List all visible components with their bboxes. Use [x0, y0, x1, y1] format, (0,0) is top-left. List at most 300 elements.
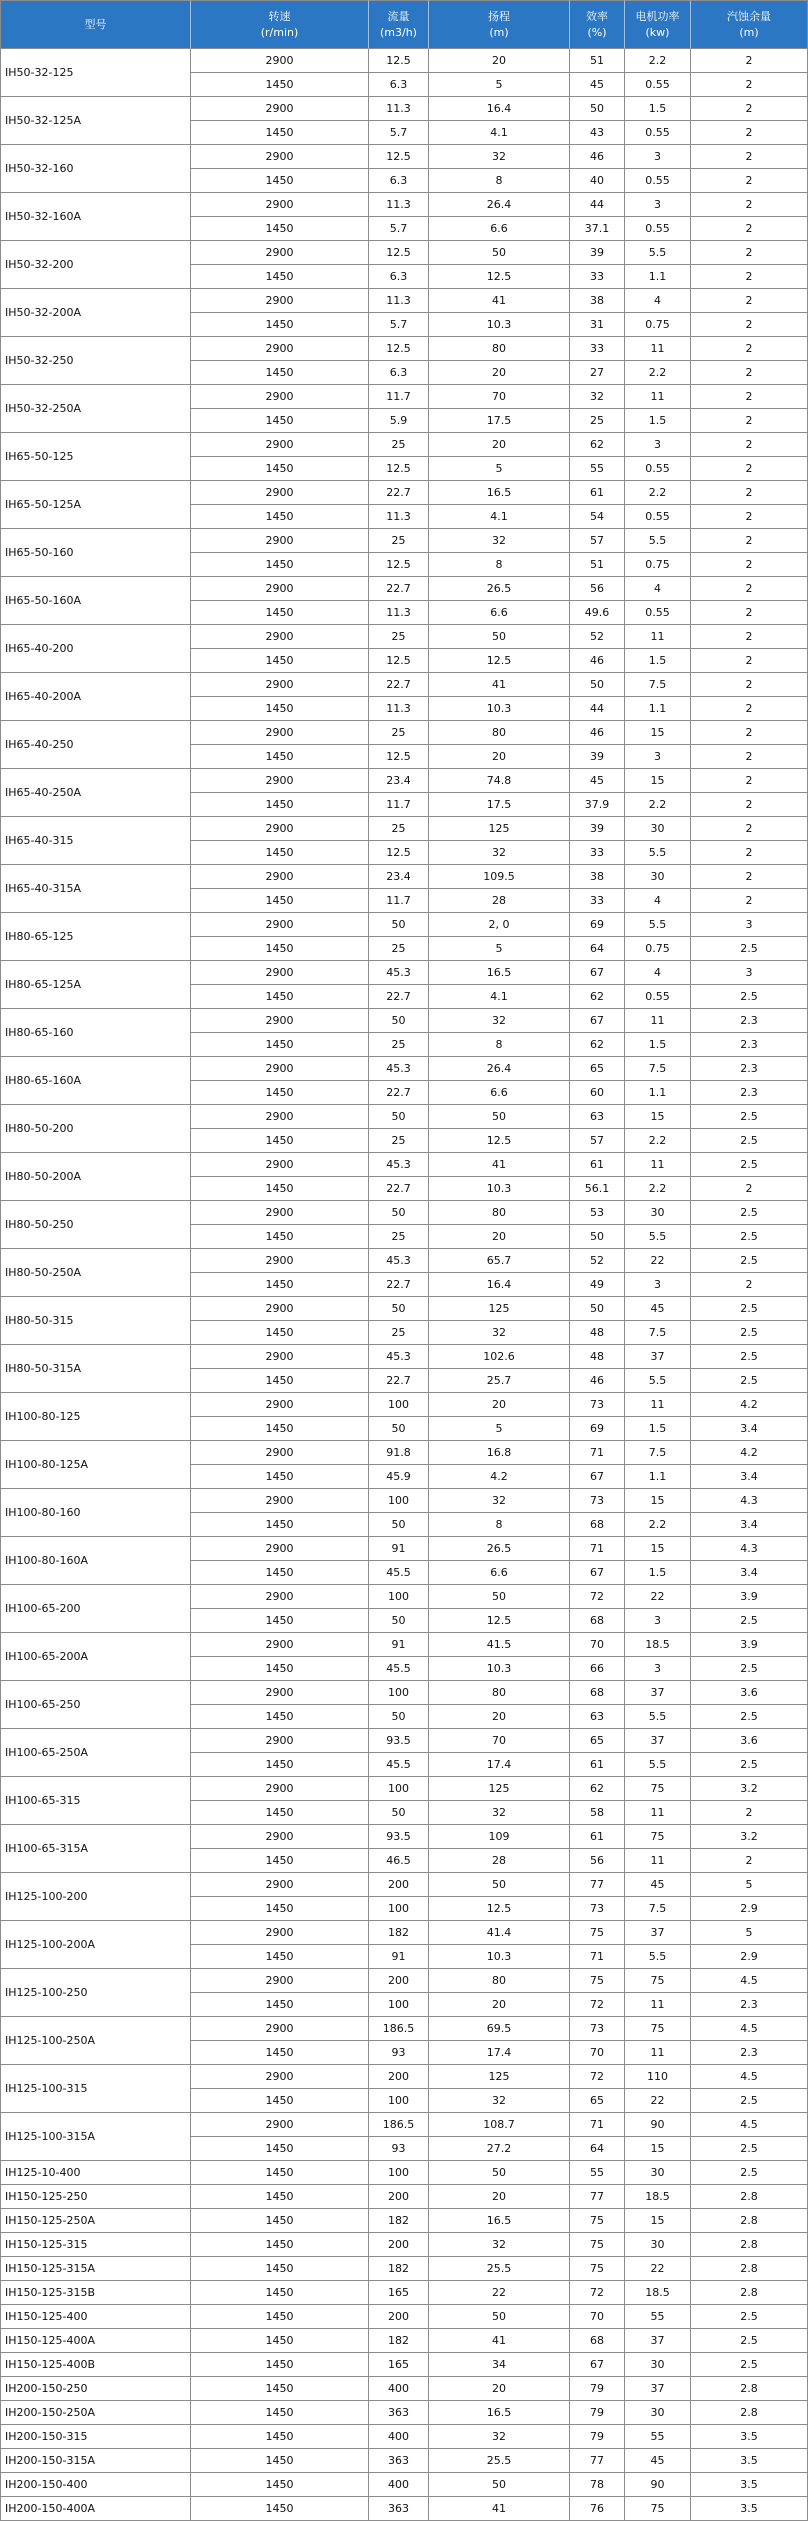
flow-cell: 400 — [369, 2425, 429, 2449]
efficiency-cell: 67 — [570, 1561, 625, 1585]
flow-cell: 100 — [369, 1585, 429, 1609]
flow-cell: 100 — [369, 1393, 429, 1417]
efficiency-cell: 70 — [570, 2041, 625, 2065]
power-cell: 37 — [625, 1921, 691, 1945]
efficiency-cell: 46 — [570, 721, 625, 745]
flow-cell: 12.5 — [369, 49, 429, 73]
npsh-cell: 4.5 — [691, 2113, 808, 2137]
head-cell: 16.4 — [429, 97, 570, 121]
efficiency-cell: 67 — [570, 961, 625, 985]
speed-cell: 1450 — [191, 169, 369, 193]
power-cell: 1.1 — [625, 1465, 691, 1489]
flow-cell: 200 — [369, 2233, 429, 2257]
power-cell: 2.2 — [625, 1513, 691, 1537]
efficiency-cell: 77 — [570, 2185, 625, 2209]
efficiency-cell: 62 — [570, 985, 625, 1009]
head-cell: 16.5 — [429, 2401, 570, 2425]
speed-cell: 1450 — [191, 553, 369, 577]
speed-cell: 1450 — [191, 2209, 369, 2233]
power-cell: 3 — [625, 145, 691, 169]
npsh-cell: 2 — [691, 1801, 808, 1825]
power-cell: 30 — [625, 865, 691, 889]
speed-cell: 1450 — [191, 2233, 369, 2257]
head-cell: 4.1 — [429, 505, 570, 529]
speed-cell: 1450 — [191, 697, 369, 721]
head-cell: 10.3 — [429, 1945, 570, 1969]
npsh-cell: 2 — [691, 385, 808, 409]
speed-cell: 1450 — [191, 1753, 369, 1777]
efficiency-cell: 65 — [570, 1729, 625, 1753]
npsh-cell: 2.8 — [691, 2209, 808, 2233]
speed-cell: 2900 — [191, 1633, 369, 1657]
flow-cell: 400 — [369, 2377, 429, 2401]
efficiency-cell: 71 — [570, 1441, 625, 1465]
speed-cell: 2900 — [191, 769, 369, 793]
head-cell: 50 — [429, 241, 570, 265]
flow-cell: 186.5 — [369, 2017, 429, 2041]
efficiency-cell: 46 — [570, 649, 625, 673]
power-cell: 5.5 — [625, 1369, 691, 1393]
head-cell: 6.6 — [429, 217, 570, 241]
speed-cell: 2900 — [191, 1345, 369, 1369]
power-cell: 11 — [625, 1393, 691, 1417]
power-cell: 5.5 — [625, 529, 691, 553]
efficiency-cell: 50 — [570, 97, 625, 121]
flow-cell: 45.3 — [369, 1057, 429, 1081]
model-cell: IH100-65-250 — [0, 1681, 191, 1729]
head-cell: 32 — [429, 1009, 570, 1033]
model-cell: IH65-40-250A — [0, 769, 191, 817]
efficiency-cell: 44 — [570, 697, 625, 721]
npsh-cell: 2 — [691, 1177, 808, 1201]
flow-cell: 45.5 — [369, 1657, 429, 1681]
npsh-cell: 2.3 — [691, 1081, 808, 1105]
power-cell: 18.5 — [625, 1633, 691, 1657]
speed-cell: 2900 — [191, 913, 369, 937]
efficiency-cell: 65 — [570, 2089, 625, 2113]
power-cell: 75 — [625, 1969, 691, 1993]
flow-cell: 6.3 — [369, 265, 429, 289]
npsh-cell: 2.5 — [691, 2161, 808, 2185]
power-cell: 0.75 — [625, 313, 691, 337]
head-cell: 74.8 — [429, 769, 570, 793]
power-cell: 1.1 — [625, 697, 691, 721]
head-cell: 5 — [429, 73, 570, 97]
speed-cell: 1450 — [191, 2425, 369, 2449]
power-cell: 0.55 — [625, 217, 691, 241]
npsh-cell: 3 — [691, 913, 808, 937]
npsh-cell: 5 — [691, 1921, 808, 1945]
npsh-cell: 2.3 — [691, 1009, 808, 1033]
head-cell: 20 — [429, 361, 570, 385]
speed-cell: 2900 — [191, 385, 369, 409]
head-cell: 109 — [429, 1825, 570, 1849]
npsh-cell: 2.5 — [691, 1753, 808, 1777]
speed-cell: 2900 — [191, 433, 369, 457]
speed-cell: 2900 — [191, 289, 369, 313]
npsh-cell: 2.9 — [691, 1945, 808, 1969]
model-cell: IH65-40-315 — [0, 817, 191, 865]
header-efficiency-label: 效率 — [586, 9, 608, 23]
efficiency-cell: 60 — [570, 1081, 625, 1105]
efficiency-cell: 61 — [570, 1753, 625, 1777]
head-cell: 125 — [429, 817, 570, 841]
flow-cell: 165 — [369, 2281, 429, 2305]
power-cell: 2.2 — [625, 361, 691, 385]
npsh-cell: 2 — [691, 1273, 808, 1297]
head-cell: 8 — [429, 1033, 570, 1057]
efficiency-cell: 49 — [570, 1273, 625, 1297]
efficiency-cell: 25 — [570, 409, 625, 433]
flow-cell: 45.3 — [369, 961, 429, 985]
head-cell: 6.6 — [429, 601, 570, 625]
npsh-cell: 2 — [691, 457, 808, 481]
power-cell: 45 — [625, 1297, 691, 1321]
head-cell: 20 — [429, 2185, 570, 2209]
model-cell: IH150-125-250A — [0, 2209, 191, 2233]
flow-cell: 200 — [369, 2305, 429, 2329]
head-cell: 109.5 — [429, 865, 570, 889]
model-cell: IH150-125-315A — [0, 2257, 191, 2281]
npsh-cell: 2 — [691, 697, 808, 721]
speed-cell: 2900 — [191, 1873, 369, 1897]
head-cell: 10.3 — [429, 1177, 570, 1201]
flow-cell: 22.7 — [369, 1369, 429, 1393]
efficiency-cell: 68 — [570, 1513, 625, 1537]
power-cell: 4 — [625, 577, 691, 601]
head-cell: 70 — [429, 385, 570, 409]
power-cell: 2.2 — [625, 481, 691, 505]
head-cell: 12.5 — [429, 1897, 570, 1921]
flow-cell: 91 — [369, 1945, 429, 1969]
header-speed — [191, 0, 369, 49]
npsh-cell: 2.5 — [691, 1345, 808, 1369]
power-cell: 7.5 — [625, 1321, 691, 1345]
speed-cell: 1450 — [191, 1801, 369, 1825]
npsh-cell: 4.2 — [691, 1441, 808, 1465]
power-cell: 3 — [625, 193, 691, 217]
head-cell: 17.5 — [429, 409, 570, 433]
npsh-cell: 2.5 — [691, 1249, 808, 1273]
efficiency-cell: 43 — [570, 121, 625, 145]
speed-cell: 2900 — [191, 817, 369, 841]
npsh-cell: 5 — [691, 1873, 808, 1897]
npsh-cell: 2.5 — [691, 1609, 808, 1633]
head-cell: 70 — [429, 1729, 570, 1753]
head-cell: 34 — [429, 2353, 570, 2377]
head-cell: 5 — [429, 937, 570, 961]
model-cell: IH100-65-250A — [0, 1729, 191, 1777]
efficiency-cell: 55 — [570, 457, 625, 481]
flow-cell: 25 — [369, 1033, 429, 1057]
npsh-cell: 2 — [691, 217, 808, 241]
speed-cell: 1450 — [191, 1993, 369, 2017]
flow-cell: 5.9 — [369, 409, 429, 433]
npsh-cell: 2.5 — [691, 1321, 808, 1345]
flow-cell: 45.9 — [369, 1465, 429, 1489]
power-cell: 15 — [625, 2209, 691, 2233]
model-cell: IH65-50-160 — [0, 529, 191, 577]
efficiency-cell: 39 — [570, 241, 625, 265]
efficiency-cell: 62 — [570, 1777, 625, 1801]
head-cell: 20 — [429, 49, 570, 73]
head-cell: 5 — [429, 1417, 570, 1441]
flow-cell: 45.3 — [369, 1345, 429, 1369]
model-cell: IH150-125-400B — [0, 2353, 191, 2377]
npsh-cell: 2.8 — [691, 2185, 808, 2209]
power-cell: 5.5 — [625, 1225, 691, 1249]
efficiency-cell: 51 — [570, 49, 625, 73]
head-cell: 50 — [429, 625, 570, 649]
head-cell: 80 — [429, 1969, 570, 1993]
power-cell: 2.2 — [625, 1177, 691, 1201]
model-cell: IH150-125-400A — [0, 2329, 191, 2353]
speed-cell: 2900 — [191, 1681, 369, 1705]
efficiency-cell: 69 — [570, 913, 625, 937]
efficiency-cell: 54 — [570, 505, 625, 529]
speed-cell: 1450 — [191, 1561, 369, 1585]
model-cell: IH100-65-200A — [0, 1633, 191, 1681]
flow-cell: 93.5 — [369, 1729, 429, 1753]
power-cell: 11 — [625, 1993, 691, 2017]
head-cell: 32 — [429, 841, 570, 865]
power-cell: 75 — [625, 1777, 691, 1801]
speed-cell: 2900 — [191, 145, 369, 169]
efficiency-cell: 56 — [570, 577, 625, 601]
header-power-label: 电机功率 — [635, 9, 680, 23]
head-cell: 26.5 — [429, 1537, 570, 1561]
flow-cell: 100 — [369, 2161, 429, 2185]
npsh-cell: 2 — [691, 313, 808, 337]
flow-cell: 12.5 — [369, 553, 429, 577]
npsh-cell: 2.5 — [691, 2137, 808, 2161]
head-cell: 32 — [429, 2089, 570, 2113]
head-cell: 20 — [429, 1225, 570, 1249]
npsh-cell: 2 — [691, 121, 808, 145]
flow-cell: 186.5 — [369, 2113, 429, 2137]
power-cell: 22 — [625, 2089, 691, 2113]
speed-cell: 1450 — [191, 73, 369, 97]
header-npsh — [691, 0, 808, 49]
flow-cell: 22.7 — [369, 1081, 429, 1105]
speed-cell: 1450 — [191, 1177, 369, 1201]
head-cell: 16.8 — [429, 1441, 570, 1465]
efficiency-cell: 64 — [570, 937, 625, 961]
flow-cell: 45.5 — [369, 1753, 429, 1777]
npsh-cell: 3 — [691, 961, 808, 985]
power-cell: 37 — [625, 1345, 691, 1369]
power-cell: 75 — [625, 1825, 691, 1849]
efficiency-cell: 51 — [570, 553, 625, 577]
power-cell: 37 — [625, 1729, 691, 1753]
power-cell: 22 — [625, 2257, 691, 2281]
speed-cell: 1450 — [191, 2401, 369, 2425]
flow-cell: 11.3 — [369, 289, 429, 313]
flow-cell: 11.7 — [369, 889, 429, 913]
header-efficiency — [570, 0, 625, 49]
npsh-cell: 2.3 — [691, 1993, 808, 2017]
efficiency-cell: 56 — [570, 1849, 625, 1873]
power-cell: 5.5 — [625, 1945, 691, 1969]
efficiency-cell: 33 — [570, 889, 625, 913]
model-cell: IH80-50-315 — [0, 1297, 191, 1345]
npsh-cell: 2.5 — [691, 1153, 808, 1177]
model-cell: IH150-125-315 — [0, 2233, 191, 2257]
speed-cell: 2900 — [191, 1537, 369, 1561]
power-cell: 3 — [625, 745, 691, 769]
speed-cell: 1450 — [191, 1849, 369, 1873]
efficiency-cell: 57 — [570, 529, 625, 553]
efficiency-cell: 33 — [570, 265, 625, 289]
head-cell: 10.3 — [429, 313, 570, 337]
flow-cell: 91.8 — [369, 1441, 429, 1465]
power-cell: 3 — [625, 1273, 691, 1297]
npsh-cell: 3.6 — [691, 1681, 808, 1705]
head-cell: 80 — [429, 337, 570, 361]
flow-cell: 200 — [369, 1873, 429, 1897]
power-cell: 0.75 — [625, 937, 691, 961]
flow-cell: 91 — [369, 1537, 429, 1561]
model-cell: IH150-125-400 — [0, 2305, 191, 2329]
efficiency-cell: 52 — [570, 625, 625, 649]
flow-cell: 6.3 — [369, 361, 429, 385]
npsh-cell: 2 — [691, 529, 808, 553]
speed-cell: 2900 — [191, 1969, 369, 1993]
flow-cell: 12.5 — [369, 841, 429, 865]
model-cell: IH50-32-250A — [0, 385, 191, 433]
head-cell: 41 — [429, 673, 570, 697]
npsh-cell: 2.5 — [691, 985, 808, 1009]
flow-cell: 100 — [369, 2089, 429, 2113]
speed-cell: 2900 — [191, 2017, 369, 2041]
speed-cell: 1450 — [191, 1321, 369, 1345]
flow-cell: 91 — [369, 1633, 429, 1657]
speed-cell: 2900 — [191, 481, 369, 505]
speed-cell: 2900 — [191, 1057, 369, 1081]
efficiency-cell: 73 — [570, 1393, 625, 1417]
flow-cell: 12.5 — [369, 457, 429, 481]
efficiency-cell: 77 — [570, 2449, 625, 2473]
flow-cell: 182 — [369, 2209, 429, 2233]
efficiency-cell: 27 — [570, 361, 625, 385]
npsh-cell: 2.9 — [691, 1897, 808, 1921]
efficiency-cell: 31 — [570, 313, 625, 337]
head-cell: 16.5 — [429, 961, 570, 985]
efficiency-cell: 48 — [570, 1345, 625, 1369]
power-cell: 4 — [625, 289, 691, 313]
speed-cell: 1450 — [191, 505, 369, 529]
flow-cell: 23.4 — [369, 769, 429, 793]
power-cell: 0.55 — [625, 985, 691, 1009]
speed-cell: 2900 — [191, 577, 369, 601]
power-cell: 2.2 — [625, 793, 691, 817]
power-cell: 15 — [625, 2137, 691, 2161]
head-cell: 41 — [429, 2329, 570, 2353]
flow-cell: 182 — [369, 1921, 429, 1945]
head-cell: 80 — [429, 1201, 570, 1225]
head-cell: 32 — [429, 1801, 570, 1825]
header-power — [625, 0, 691, 49]
head-cell: 12.5 — [429, 265, 570, 289]
power-cell: 45 — [625, 2449, 691, 2473]
efficiency-cell: 71 — [570, 2113, 625, 2137]
speed-cell: 2900 — [191, 865, 369, 889]
model-cell: IH150-125-250 — [0, 2185, 191, 2209]
efficiency-cell: 75 — [570, 2233, 625, 2257]
power-cell: 4 — [625, 961, 691, 985]
efficiency-cell: 50 — [570, 1297, 625, 1321]
speed-cell: 2900 — [191, 721, 369, 745]
head-cell: 50 — [429, 2473, 570, 2497]
speed-cell: 1450 — [191, 2497, 369, 2521]
flow-cell: 50 — [369, 1513, 429, 1537]
npsh-cell: 2.5 — [691, 1201, 808, 1225]
npsh-cell: 2 — [691, 601, 808, 625]
head-cell: 41 — [429, 1153, 570, 1177]
speed-cell: 2900 — [191, 1777, 369, 1801]
npsh-cell: 2 — [691, 433, 808, 457]
power-cell: 3 — [625, 1609, 691, 1633]
flow-cell: 11.3 — [369, 697, 429, 721]
head-cell: 102.6 — [429, 1345, 570, 1369]
power-cell: 11 — [625, 625, 691, 649]
model-cell: IH200-150-315 — [0, 2425, 191, 2449]
efficiency-cell: 67 — [570, 1465, 625, 1489]
model-cell: IH200-150-250 — [0, 2377, 191, 2401]
npsh-cell: 2.5 — [691, 1297, 808, 1321]
flow-cell: 25 — [369, 529, 429, 553]
efficiency-cell: 40 — [570, 169, 625, 193]
model-cell: IH50-32-125A — [0, 97, 191, 145]
flow-cell: 100 — [369, 1489, 429, 1513]
model-cell: IH65-40-200A — [0, 673, 191, 721]
header-efficiency-unit: (%) — [587, 26, 607, 39]
head-cell: 10.3 — [429, 697, 570, 721]
power-cell: 55 — [625, 2425, 691, 2449]
npsh-cell: 2.8 — [691, 2281, 808, 2305]
power-cell: 7.5 — [625, 1057, 691, 1081]
power-cell: 5.5 — [625, 913, 691, 937]
speed-cell: 1450 — [191, 1465, 369, 1489]
speed-cell: 2900 — [191, 1921, 369, 1945]
speed-cell: 1450 — [191, 2089, 369, 2113]
npsh-cell: 3.6 — [691, 1729, 808, 1753]
power-cell: 1.5 — [625, 409, 691, 433]
flow-cell: 25 — [369, 625, 429, 649]
flow-cell: 182 — [369, 2329, 429, 2353]
power-cell: 90 — [625, 2113, 691, 2137]
power-cell: 37 — [625, 2329, 691, 2353]
power-cell: 0.55 — [625, 457, 691, 481]
npsh-cell: 2.5 — [691, 2329, 808, 2353]
flow-cell: 23.4 — [369, 865, 429, 889]
power-cell: 0.55 — [625, 601, 691, 625]
npsh-cell: 2.5 — [691, 1129, 808, 1153]
npsh-cell: 3.4 — [691, 1561, 808, 1585]
flow-cell: 50 — [369, 1297, 429, 1321]
head-cell: 41.5 — [429, 1633, 570, 1657]
power-cell: 30 — [625, 2401, 691, 2425]
speed-cell: 2900 — [191, 193, 369, 217]
npsh-cell: 2.5 — [691, 2305, 808, 2329]
model-cell: IH100-80-160 — [0, 1489, 191, 1537]
speed-cell: 2900 — [191, 1729, 369, 1753]
power-cell: 1.1 — [625, 1081, 691, 1105]
npsh-cell: 2.8 — [691, 2401, 808, 2425]
speed-cell: 1450 — [191, 649, 369, 673]
flow-cell: 6.3 — [369, 169, 429, 193]
flow-cell: 100 — [369, 1993, 429, 2017]
